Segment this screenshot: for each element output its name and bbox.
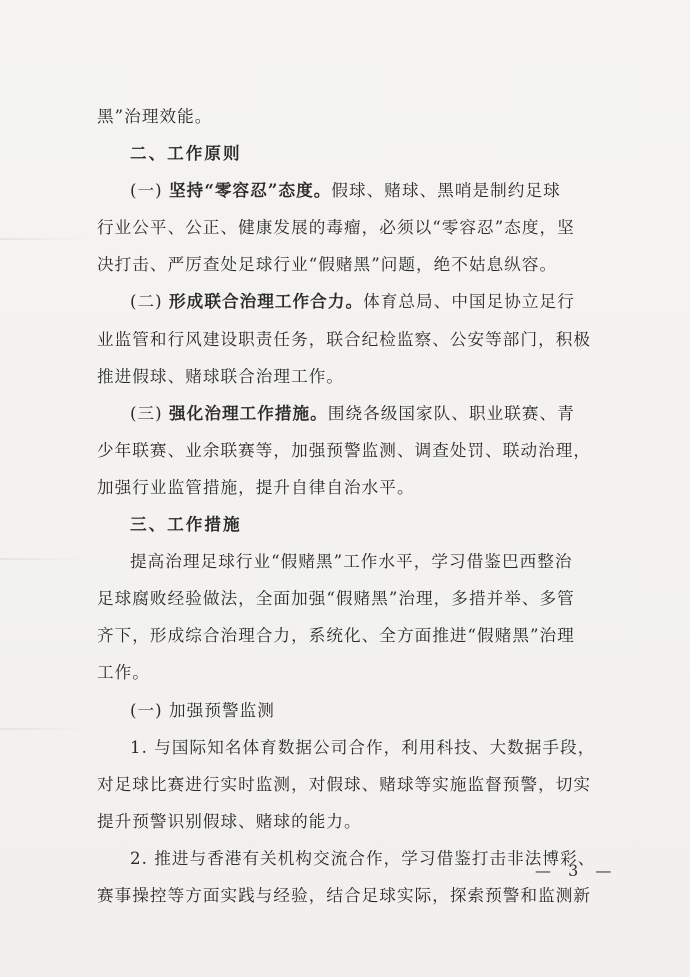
document-body bbox=[97, 98, 613, 914]
text-line: 行业公平、公正、健康发展的毒瘤，必须以“零容忍”态度，坚 bbox=[97, 218, 575, 238]
text-line: 对足球比赛进行实时监测，对假球、赌球等实施监督预警，切实 bbox=[97, 774, 592, 794]
clause-text: 假球、赌球、黑哨是制约足球 bbox=[331, 181, 561, 201]
text-line: 足球腐败经验做法，全面加强“假赌黑”治理，多措并举、多管 bbox=[97, 589, 575, 609]
clause-marker: (二) bbox=[130, 292, 163, 312]
text-line: 业监管和行风建设职责任务，联合纪检监察、公安等部门，积极 bbox=[97, 329, 592, 349]
clause-marker: (三) bbox=[130, 403, 163, 423]
clause-title: 形成联合治理工作合力。 bbox=[169, 291, 364, 312]
text-line: 齐下，形成综合治理合力，系统化、全方面推进“假赌黑”治理 bbox=[97, 626, 575, 646]
text-line: 推进假球、赌球联合治理工作。 bbox=[97, 366, 345, 386]
text-line: 提高治理足球行业“假赌黑”工作水平，学习借鉴巴西整治 bbox=[130, 552, 573, 572]
section-heading-measures: 三、工作措施 bbox=[130, 515, 242, 535]
page-number: — 3 — bbox=[535, 861, 618, 880]
section-heading-principles: 二、工作原则 bbox=[130, 144, 242, 164]
scan-artifact bbox=[0, 558, 88, 560]
text-line: 决打击、严厉查处足球行业“假赌黑”问题，绝不姑息纵容。 bbox=[97, 255, 558, 275]
numbered-item-line bbox=[97, 729, 613, 766]
text-line: 少年联赛、业余联赛等，加强预警监测、调查处罚、联动治理， bbox=[97, 440, 592, 460]
text-line: 提升预警识别假球、赌球的能力。 bbox=[97, 811, 362, 831]
item-text: 推进与香港有关机构交流合作，学习借鉴打击非法博彩、 bbox=[154, 848, 596, 868]
item-text: 与国际知名体育数据公司合作，利用科技、大数据手段， bbox=[154, 737, 596, 757]
text-line: 加强行业监管措施，提升自律自治水平。 bbox=[97, 477, 415, 497]
clause-title: 强化治理工作措施。 bbox=[169, 402, 328, 423]
paragraph-line bbox=[97, 172, 613, 209]
text-line: 工作。 bbox=[97, 663, 150, 683]
scan-artifact bbox=[0, 728, 88, 730]
subsection-title: 加强预警监测 bbox=[169, 700, 275, 720]
clause-text: 体育总局、中国足协立足行 bbox=[363, 292, 575, 312]
paragraph-line bbox=[97, 283, 613, 320]
item-number: 2. bbox=[130, 848, 148, 868]
clause-title: 坚持“零容忍”态度。 bbox=[169, 180, 332, 201]
item-number: 1. bbox=[130, 737, 148, 757]
clause-marker: (一) bbox=[130, 181, 163, 201]
text-line: 赛事操控等方面实践与经验，结合足球实际，探索预警和监测新 bbox=[97, 885, 592, 905]
text-line: 黑”治理效能。 bbox=[97, 107, 213, 126]
subsection-marker: (一) bbox=[130, 700, 163, 720]
paragraph-line bbox=[97, 395, 613, 432]
subsection-heading bbox=[97, 692, 613, 729]
scan-artifact bbox=[0, 238, 88, 240]
clause-text: 围绕各级国家队、职业联赛、青 bbox=[327, 403, 575, 423]
